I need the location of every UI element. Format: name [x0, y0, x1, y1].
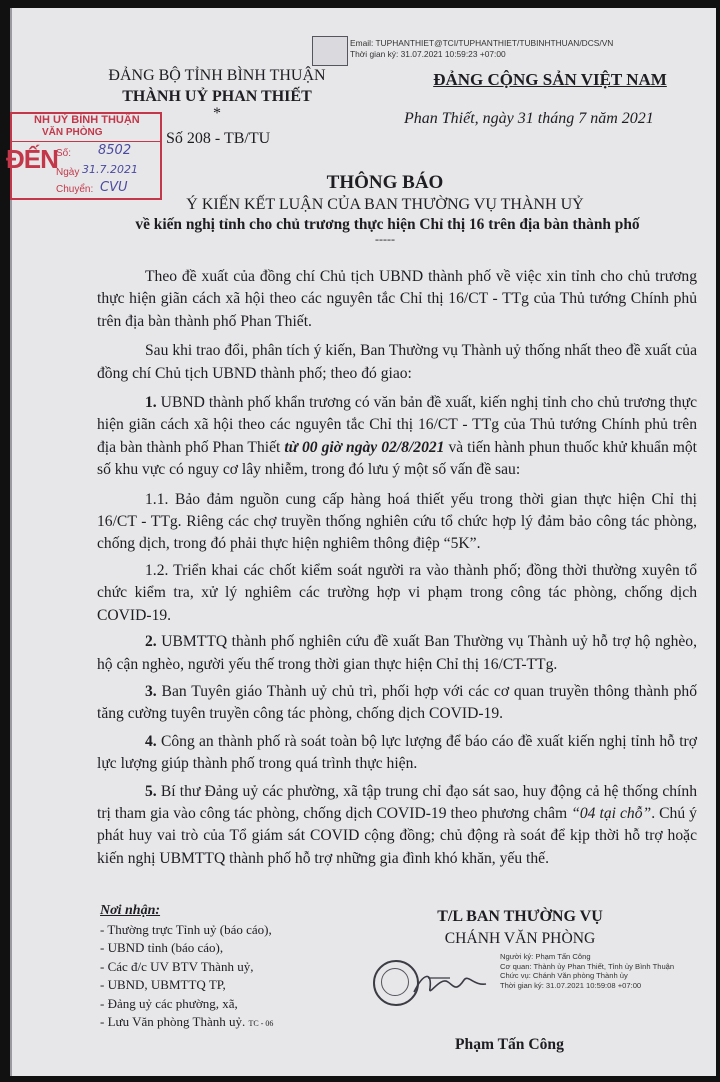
sign-info-line: Cơ quan: Thành ủy Phan Thiết, Tỉnh ủy Bình Thuận	[500, 961, 675, 971]
party-committee: ĐẢNG BỘ TỈNH BÌNH THUẬN	[108, 67, 326, 84]
e-signature-logo	[312, 36, 348, 66]
item-1: 1. UBND thành phố khẩn trương có văn bản đề xuất, kiến nghị tỉnh cho chủ trương thực hiện giãn cách xã hội theo các nguyên tắc Chỉ thị 16/CT - TTg của Thủ tướng Chính phủ trên địa bàn thành phố Phan Thiết từ 00 giờ ngày 02/8/2021 và tiến hành phun thuốc khử khuẩn một số khu vực có nguy cơ lây nhiễm, trong đó lưu ý một số vấn đề sau:	[97, 394, 697, 479]
stamp-org: NH UỶ BÌNH THUẬN	[34, 114, 140, 126]
item-1-1: 1.1. Bảo đảm nguồn cung cấp hàng hoá thiết yếu trong thời gian thực hiện Chỉ thị 16/CT - TTg. Riêng các chợ truyền thống nghiên cứu tổ chức hợp lý đảm bảo công tác phòng, chống dịch, trong đó phải thực hiện nghiêm thông điệp “5K”.	[97, 490, 697, 553]
notice-body	[97, 266, 697, 870]
doc-subtitle-2: về kiến nghị tỉnh cho chủ trương thực hiện Chỉ thị 16 trên địa bàn thành phố	[135, 216, 640, 233]
stamp-chuyen-value: CVU	[100, 180, 128, 195]
sign-info-line: Thời gian ký: 31.07.2021 10:59:08 +07:00	[500, 980, 642, 990]
doc-number: Số 208 - TB/TU	[166, 130, 271, 147]
digital-signature-info	[500, 952, 690, 990]
doc-subtitle-1: Ý KIẾN KẾT LUẬN CỦA BAN THƯỜNG VỤ THÀNH UỶ	[186, 196, 584, 213]
signature-title-1: T/L BAN THƯỜNG VỤ	[437, 908, 603, 925]
handwritten-signature	[410, 966, 490, 1000]
stamp-office: VĂN PHÒNG	[42, 127, 103, 138]
item-1-2: 1.2. Triển khai các chốt kiểm soát người ra vào thành phố; đồng thời thường xuyên tổ chức kiểm tra, xử lý nghiêm các trường hợp vi phạm trong công tác phòng, chống dịch COVID-19.	[97, 561, 697, 624]
stamp-divider	[12, 141, 160, 142]
stamp-so-value: 8502	[98, 143, 132, 158]
city-committee: THÀNH UỶ PHAN THIẾT	[122, 88, 312, 105]
item-4: 4. Công an thành phố rà soát toàn bộ lực lượng để báo cáo đề xuất kiến nghị tỉnh hỗ trợ lực lượng giúp thành phố trong quá trình thực hiện.	[97, 732, 697, 773]
item-3: 3. Ban Tuyên giáo Thành uỷ chủ trì, phối hợp với các cơ quan truyền thông thành phố tăng cường tuyên truyền công tác phòng, chống dịch COVID-19.	[97, 682, 697, 723]
title-rule: -----	[375, 232, 395, 246]
sign-info-line: Chức vụ: Chánh Văn phòng Thành ủy	[500, 971, 628, 981]
party-name: ĐẢNG CỘNG SẢN VIỆT NAM	[433, 70, 667, 89]
recipients-block	[100, 902, 330, 1034]
recipient-item: - Đảng uỷ các phường, xã,	[100, 995, 238, 1011]
e-sign-time: Thời gian ký: 31.07.2021 10:59:23 +07:00	[350, 49, 506, 59]
doc-title: THÔNG BÁO	[326, 172, 444, 193]
sign-info-line: Người ký: Phạm Tấn Công	[500, 952, 591, 961]
recipient-item: - Lưu Văn phòng Thành uỷ. TC - 06	[100, 1014, 274, 1029]
recipient-item: - Các đ/c UV BTV Thành uỷ,	[100, 958, 254, 974]
place-date: Phan Thiết, ngày 31 tháng 7 năm 2021	[404, 110, 654, 127]
item-5: 5. Bí thư Đảng uỷ các phường, xã tập trung chỉ đạo sát sao, huy động cả hệ thống chính trị tham gia vào công tác phòng, chống dịch COVID-19 theo phương châm “04 tại chỗ”. Chú ý phát huy vai trò của Tổ giám sát COVID cộng đồng; chủ động rà soát để kịp thời hỗ trợ hoặc kiến nghị UBMTTQ thành phố hỗ trợ những gia đình khó khăn, yếu thế.	[97, 782, 697, 867]
recipients-code: TC - 06	[248, 1019, 274, 1028]
stamp-so-label: Số:	[56, 148, 72, 159]
recipients-label: Nơi nhận:	[100, 903, 161, 918]
signature-title-2: CHÁNH VĂN PHÒNG	[444, 930, 596, 947]
signer-name: Phạm Tấn Công	[455, 1036, 564, 1053]
incoming-stamp	[6, 112, 162, 200]
e-sign-email: Email: TUPHANTHIET@TCI/TUPHANTHIET/TUBINHTHUAN/DCS/VN	[350, 38, 614, 48]
stamp-ngay-label: Ngày	[56, 167, 80, 178]
stamp-ngay-value: 31.7.2021	[82, 163, 138, 176]
recipient-item: - UBND, UBMTTQ TP,	[100, 977, 226, 992]
header-star: *	[213, 105, 221, 122]
recipient-item: - UBND tỉnh (báo cáo),	[100, 940, 224, 955]
stamp-chuyen-label: Chuyển:	[56, 184, 94, 195]
paragraph-intro: Theo đề xuất của đồng chí Chủ tịch UBND thành phố về việc xin tỉnh cho chủ trương thực hiện giãn cách xã hội theo các nguyên tắc Chỉ thị 16/CT - TTg của Thủ tướng Chính phủ trên địa bàn thành phố Phan Thiết.	[97, 268, 697, 330]
recipient-item: - Thường trực Tỉnh uỷ (báo cáo),	[100, 921, 272, 937]
paragraph-agreement: Sau khi trao đổi, phân tích ý kiến, Ban Thường vụ Thành uỷ thống nhất theo đề xuất của đồng chí Chủ tịch UBND thành phố; theo đó giao:	[97, 342, 697, 382]
item-2: 2. UBMTTQ thành phố nghiên cứu đề xuất Ban Thường vụ Thành uỷ hỗ trợ hộ nghèo, hộ cận nghèo, người yếu thế trong thời gian thực hiện Chỉ thị 16/CT-TTg.	[97, 633, 697, 673]
stamp-den: ĐẾN	[6, 144, 58, 174]
